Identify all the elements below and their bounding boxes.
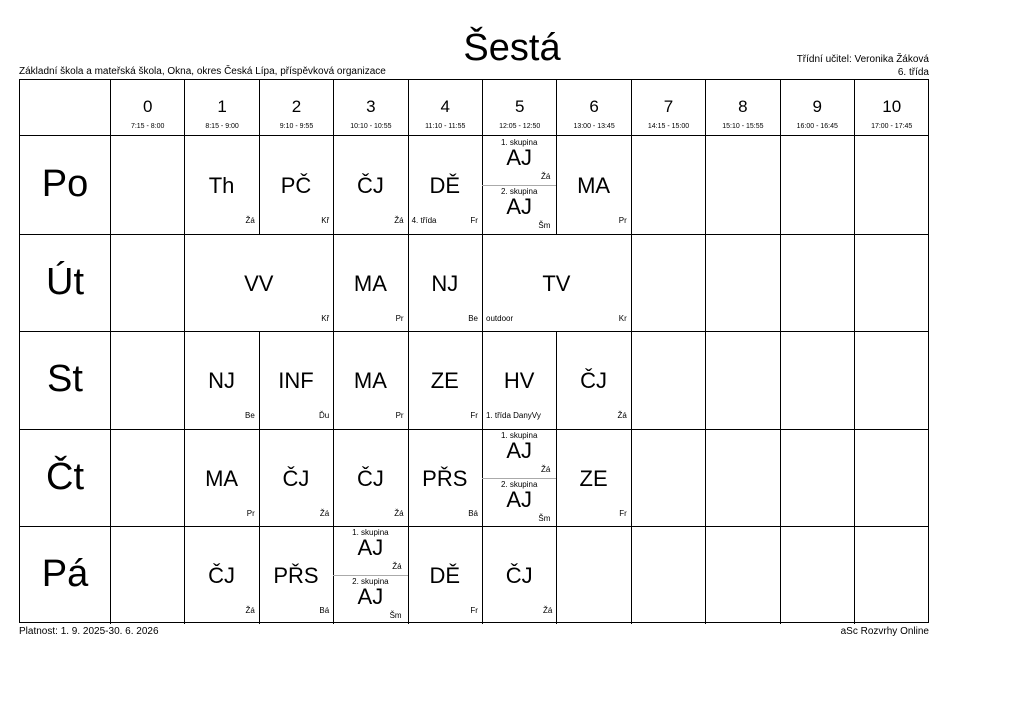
subject-code: AJ <box>506 193 533 219</box>
column-divider <box>705 331 706 429</box>
teacher-code: Žá <box>319 508 330 518</box>
day-label: Čt <box>46 455 84 498</box>
room-label: 1. třída DanyVy <box>486 411 541 421</box>
subject-code: ZE <box>579 465 608 491</box>
column-divider <box>631 136 632 234</box>
teacher-code: Žá <box>541 172 551 181</box>
column-divider <box>780 136 781 234</box>
period-number: 9 <box>812 97 823 116</box>
lesson-cell <box>259 429 333 527</box>
subject-code: ČJ <box>505 563 533 589</box>
period-header <box>259 80 333 135</box>
column-divider <box>631 429 632 527</box>
room-label: 4. třída <box>411 216 437 225</box>
group-lesson <box>482 185 556 234</box>
period-time: 16:00 - 16:45 <box>796 123 838 130</box>
teacher-code: Pr <box>618 216 627 225</box>
day-label: Út <box>46 260 84 303</box>
lesson-cell <box>482 136 556 234</box>
column-divider <box>780 526 781 624</box>
lesson-cell <box>259 526 333 624</box>
column-divider <box>110 136 111 234</box>
teacher-code: Šm <box>389 611 402 621</box>
teacher-code: Kr <box>618 313 627 323</box>
lesson-cell <box>333 429 407 527</box>
teacher-code: Be <box>244 411 255 421</box>
lesson-cell <box>184 234 333 332</box>
class-info <box>797 53 929 79</box>
column-divider <box>854 234 855 332</box>
subject-code: MA <box>205 465 239 491</box>
period-time: 12:05 - 12:50 <box>499 123 541 130</box>
teacher-code: Žá <box>245 216 255 225</box>
group-name: 1. skupina <box>352 528 389 538</box>
period-header <box>556 80 630 135</box>
period-time: 14:15 - 15:00 <box>647 123 690 130</box>
teacher-code: Bá <box>468 508 478 518</box>
period-number: 1 <box>217 97 227 116</box>
period-time: 11:10 - 11:55 <box>425 123 466 130</box>
brand-text: aSc Rozvrhy Online <box>840 626 929 637</box>
lesson-cell <box>556 136 630 234</box>
period-header <box>408 80 482 135</box>
group-name: 1. skupina <box>500 138 538 147</box>
period-number: 2 <box>291 97 302 116</box>
lesson-cell <box>259 136 333 234</box>
group-divider <box>482 185 556 186</box>
lesson-cell <box>184 136 258 234</box>
period-header <box>184 80 258 135</box>
group-name: 2. skupina <box>500 479 538 489</box>
subject-code: NJ <box>431 270 459 296</box>
lesson-cell <box>333 331 407 429</box>
teacher-code: Žá <box>617 411 627 421</box>
period-header <box>333 80 407 135</box>
lesson-cell <box>408 331 482 429</box>
teacher-code: Pr <box>246 508 255 518</box>
teacher-code: Kř <box>321 216 330 225</box>
teacher-code: Fr <box>470 216 478 225</box>
subject-code: TV <box>542 270 571 296</box>
lesson-cell <box>482 331 556 429</box>
group-name: 2. skupina <box>352 577 389 587</box>
subject-code: ČJ <box>580 368 608 394</box>
subject-code: AJ <box>357 584 384 610</box>
day-label: St <box>47 358 83 401</box>
teacher-code: Fr <box>470 606 478 616</box>
period-number: 3 <box>366 97 376 116</box>
column-divider <box>780 331 781 429</box>
lesson-cell <box>184 429 258 527</box>
period-header <box>705 80 779 135</box>
subject-code: ČJ <box>356 465 384 491</box>
lesson-cell <box>482 526 556 624</box>
period-number: 8 <box>738 97 748 116</box>
teacher-code: Fr <box>470 411 478 421</box>
period-number: 10 <box>882 97 902 116</box>
subject-code: ZE <box>430 368 459 394</box>
subject-code: AJ <box>506 486 533 512</box>
lesson-cell <box>408 429 482 527</box>
validity-text: Platnost: 1. 9. 2025-30. 6. 2026 <box>19 626 159 637</box>
column-divider <box>854 429 855 527</box>
lesson-cell <box>408 136 482 234</box>
group-name: 1. skupina <box>500 430 538 440</box>
period-time: 9:10 - 9:55 <box>279 123 314 130</box>
period-time: 15:10 - 15:55 <box>722 123 764 130</box>
subject-code: ČJ <box>282 465 310 491</box>
group-lesson <box>333 575 407 624</box>
subject-code: PČ <box>280 173 312 198</box>
lesson-cell <box>184 331 258 429</box>
period-header <box>780 80 854 135</box>
lesson-cell <box>408 526 482 624</box>
period-header <box>110 80 184 135</box>
period-number: 5 <box>514 97 525 116</box>
subject-code: MA <box>353 270 387 296</box>
teacher-code: Fr <box>619 508 627 518</box>
subject-code: MA <box>353 368 387 394</box>
subject-code: Th <box>208 173 235 198</box>
group-lesson <box>333 526 407 575</box>
column-divider <box>110 331 111 429</box>
column-divider <box>705 429 706 527</box>
teacher-code: Pr <box>395 313 404 323</box>
column-divider <box>705 136 706 234</box>
column-divider <box>110 234 111 332</box>
timetable-grid <box>19 79 929 623</box>
column-divider <box>631 526 632 624</box>
lesson-cell <box>482 234 631 332</box>
teacher-code: Bá <box>319 606 330 616</box>
class-name: 6. třída <box>897 67 929 78</box>
school-name: Základní škola a mateřská škola, Okna, okres Česká Lípa, příspěvková organizace <box>19 66 386 77</box>
period-time: 10:10 - 10:55 <box>350 123 392 130</box>
column-divider <box>110 429 111 527</box>
teacher-code: Žá <box>394 508 404 518</box>
column-divider <box>705 526 706 624</box>
subject-code: PŘS <box>273 563 319 589</box>
column-divider <box>110 526 111 624</box>
lesson-cell <box>408 234 482 332</box>
subject-code: HV <box>503 368 535 394</box>
period-header <box>482 80 556 135</box>
column-divider <box>631 234 632 332</box>
period-number: 6 <box>589 97 599 116</box>
period-number: 0 <box>142 97 153 116</box>
lesson-cell <box>482 429 556 527</box>
group-divider <box>333 575 407 576</box>
column-divider <box>854 331 855 429</box>
subject-code: AJ <box>506 145 533 170</box>
day-label: Pá <box>41 553 89 596</box>
lesson-cell <box>556 331 630 429</box>
column-divider <box>631 331 632 429</box>
subject-code: MA <box>577 173 611 198</box>
group-lesson <box>482 429 556 478</box>
subject-code: VV <box>244 270 274 296</box>
period-header <box>631 80 705 135</box>
subject-code: DĚ <box>429 563 461 589</box>
class-teacher: Třídní učitel: Veronika Žáková <box>796 54 929 65</box>
period-time: 7:15 - 8:00 <box>130 123 165 130</box>
teacher-code: Kř <box>321 313 330 323</box>
group-lesson <box>482 478 556 527</box>
teacher-code: Be <box>468 313 478 323</box>
lesson-cell <box>333 234 407 332</box>
teacher-code: Šm <box>538 513 551 523</box>
page-title: Šestá <box>463 27 561 69</box>
column-divider <box>705 234 706 332</box>
group-divider <box>482 478 556 479</box>
period-time: 8:15 - 9:00 <box>205 123 239 130</box>
lesson-cell <box>184 526 258 624</box>
teacher-code: Žá <box>392 562 402 572</box>
subject-code: NJ <box>208 368 236 394</box>
column-divider <box>854 136 855 234</box>
teacher-code: Žá <box>543 606 553 616</box>
period-number: 7 <box>663 97 674 116</box>
room-label: outdoor <box>486 313 514 323</box>
subject-code: AJ <box>357 535 384 561</box>
subject-code: PŘS <box>422 465 468 491</box>
subject-code: ČJ <box>208 563 236 589</box>
lesson-cell <box>333 526 407 624</box>
group-name: 2. skupina <box>500 186 538 196</box>
subject-code: ČJ <box>356 173 384 198</box>
teacher-code: Pr <box>395 411 404 421</box>
subject-code: AJ <box>506 437 533 463</box>
subject-code: INF <box>278 368 314 394</box>
lesson-cell <box>333 136 407 234</box>
period-time: 13:00 - 13:45 <box>573 123 615 130</box>
column-divider <box>556 526 557 624</box>
teacher-code: Žá <box>245 606 255 616</box>
lesson-cell <box>259 331 333 429</box>
column-divider <box>780 234 781 332</box>
day-label: Po <box>41 163 89 205</box>
period-number: 4 <box>440 97 451 116</box>
period-time: 17:00 - 17:45 <box>871 123 913 130</box>
teacher-code: Žá <box>394 216 404 225</box>
period-header <box>854 80 928 135</box>
teacher-code: Ďu <box>318 411 330 421</box>
teacher-code: Šm <box>538 220 551 230</box>
column-divider <box>854 526 855 624</box>
column-divider <box>780 429 781 527</box>
lesson-cell <box>556 429 630 527</box>
group-lesson <box>482 136 556 185</box>
subject-code: DĚ <box>429 173 461 198</box>
teacher-code: Žá <box>541 464 551 474</box>
